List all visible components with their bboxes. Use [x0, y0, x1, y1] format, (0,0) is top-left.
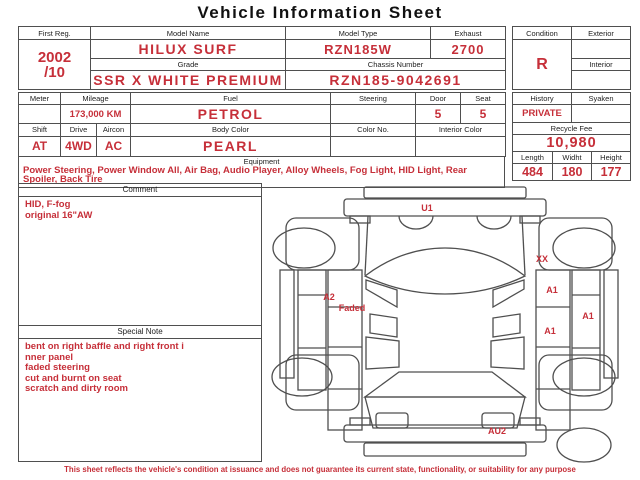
damage-label: U1 [421, 203, 433, 213]
width-label: Widht [553, 152, 592, 163]
body-color-value: PEARL [131, 136, 331, 156]
height-value: 177 [592, 163, 631, 180]
model-name-value: HILUX SURF [91, 40, 286, 59]
damage-label: A1 [582, 311, 594, 321]
height-label: Height [592, 152, 631, 163]
length-value: 484 [513, 163, 553, 180]
interior-value [572, 71, 631, 90]
damage-label: A1 [546, 285, 558, 295]
special-note-line: scratch and dirty room [25, 383, 128, 394]
page-title: Vehicle Information Sheet [197, 3, 443, 22]
interior-color-label: Interior Color [416, 124, 506, 136]
recycle-fee-label: Recycle Fee [513, 123, 631, 135]
rear-bumper [344, 418, 546, 456]
door-value: 5 [416, 105, 461, 124]
damage-label: AU2 [487, 426, 507, 436]
recycle-fee-value: 10,980 [513, 135, 631, 152]
history-table [512, 92, 631, 152]
shift-label: Shift [19, 124, 61, 136]
spec-table [18, 92, 505, 188]
aircon-value: AC [97, 136, 131, 156]
grade-label: Grade [91, 59, 286, 71]
meter-value [19, 105, 61, 124]
special-note-line: cut and burnt on seat [25, 372, 122, 384]
comment-note-box [18, 183, 262, 462]
first-reg-year: 2002 [37, 48, 72, 66]
model-type-label: Model Type [286, 27, 431, 40]
exterior-value [572, 40, 631, 59]
seat-value: 5 [461, 105, 506, 124]
history-value: PRIVATE [513, 105, 572, 123]
dimensions-table [512, 152, 631, 181]
front-bumper [344, 187, 546, 223]
wheels [272, 228, 615, 396]
drive-value: 4WD [61, 136, 97, 156]
interior-label: Interior [572, 59, 631, 71]
exhaust-value: 2700 [431, 40, 506, 59]
fuel-value: PETROL [131, 105, 331, 124]
damage-label: Faded [338, 303, 366, 313]
equipment-label: Equipment [243, 156, 280, 166]
chassis-number-label: Chassis Number [286, 59, 506, 71]
car-outline [272, 187, 618, 462]
condition-label: Condition [513, 27, 572, 40]
damage-label: A1 [544, 326, 556, 336]
color-no-label: Color No. [331, 124, 416, 136]
fuel-label: Fuel [131, 93, 331, 105]
comment-line: HID, F-fog [25, 199, 71, 210]
disclaimer-text: This sheet reflects the vehicle's condition at issuance and does not guarantee its current state, functionality, or suitability for any purpose [64, 465, 576, 474]
chassis-number-value: RZN185-9042691 [286, 71, 506, 90]
rear-section [365, 372, 525, 428]
right-side-panels [536, 218, 618, 430]
syaken-value [572, 105, 631, 123]
aircon-label: Aircon [97, 124, 131, 136]
history-label: History [513, 93, 572, 105]
width-value: 180 [553, 163, 592, 180]
special-note-line: faded steering [25, 362, 90, 373]
special-note-text [19, 339, 261, 398]
seat-label: Seat [461, 93, 506, 105]
comment-text [19, 197, 261, 325]
length-label: Length [513, 152, 553, 163]
mileage-label: Mileage [61, 93, 131, 105]
exhaust-label: Exhaust [431, 27, 506, 40]
condition-value: R [513, 40, 572, 90]
car-diagram [264, 185, 636, 467]
equipment-value: Power Steering, Power Window All, Air Bag, Audio Player, Alloy Wheels, Fog Light, HID Light, Rear Spoiler, Back Tire [23, 164, 467, 185]
special-note-line: bent on right baffle and right front i [25, 341, 184, 352]
comment-header: Comment [19, 184, 261, 197]
meter-label: Meter [19, 93, 61, 105]
model-type-value: RZN185W [286, 40, 431, 59]
special-note-line: nner panel [25, 351, 74, 363]
identification-table [18, 26, 506, 90]
spec-row-2 [18, 124, 506, 157]
first-reg-label: First Reg. [19, 27, 91, 40]
special-note-header: Special Note [19, 325, 261, 339]
spec-row-1 [18, 92, 506, 124]
grade-value: SSR X WHITE PREMIUM [91, 71, 286, 90]
exterior-label: Exterior [572, 27, 631, 40]
drive-label: Drive [61, 124, 97, 136]
interior-color-value [416, 136, 506, 156]
spare-tire [557, 428, 611, 462]
color-no-value [331, 136, 416, 156]
steering-label: Steering [331, 93, 416, 105]
mileage-value: 173,000 KM [61, 105, 131, 124]
body-color-label: Body Color [131, 124, 331, 136]
history-panel [512, 92, 630, 181]
first-reg-month: /10 [44, 63, 65, 81]
damage-label: XX [535, 254, 549, 264]
condition-table [512, 26, 631, 90]
model-name-label: Model Name [91, 27, 286, 40]
damage-label: A2 [323, 292, 335, 302]
hood [365, 216, 525, 275]
left-side-panels [280, 218, 362, 430]
first-reg-value [19, 40, 91, 90]
shift-value: AT [19, 136, 61, 156]
door-label: Door [416, 93, 461, 105]
steering-value [331, 105, 416, 124]
comment-line: original 16"AW [25, 209, 93, 221]
syaken-label: Syaken [572, 93, 631, 105]
